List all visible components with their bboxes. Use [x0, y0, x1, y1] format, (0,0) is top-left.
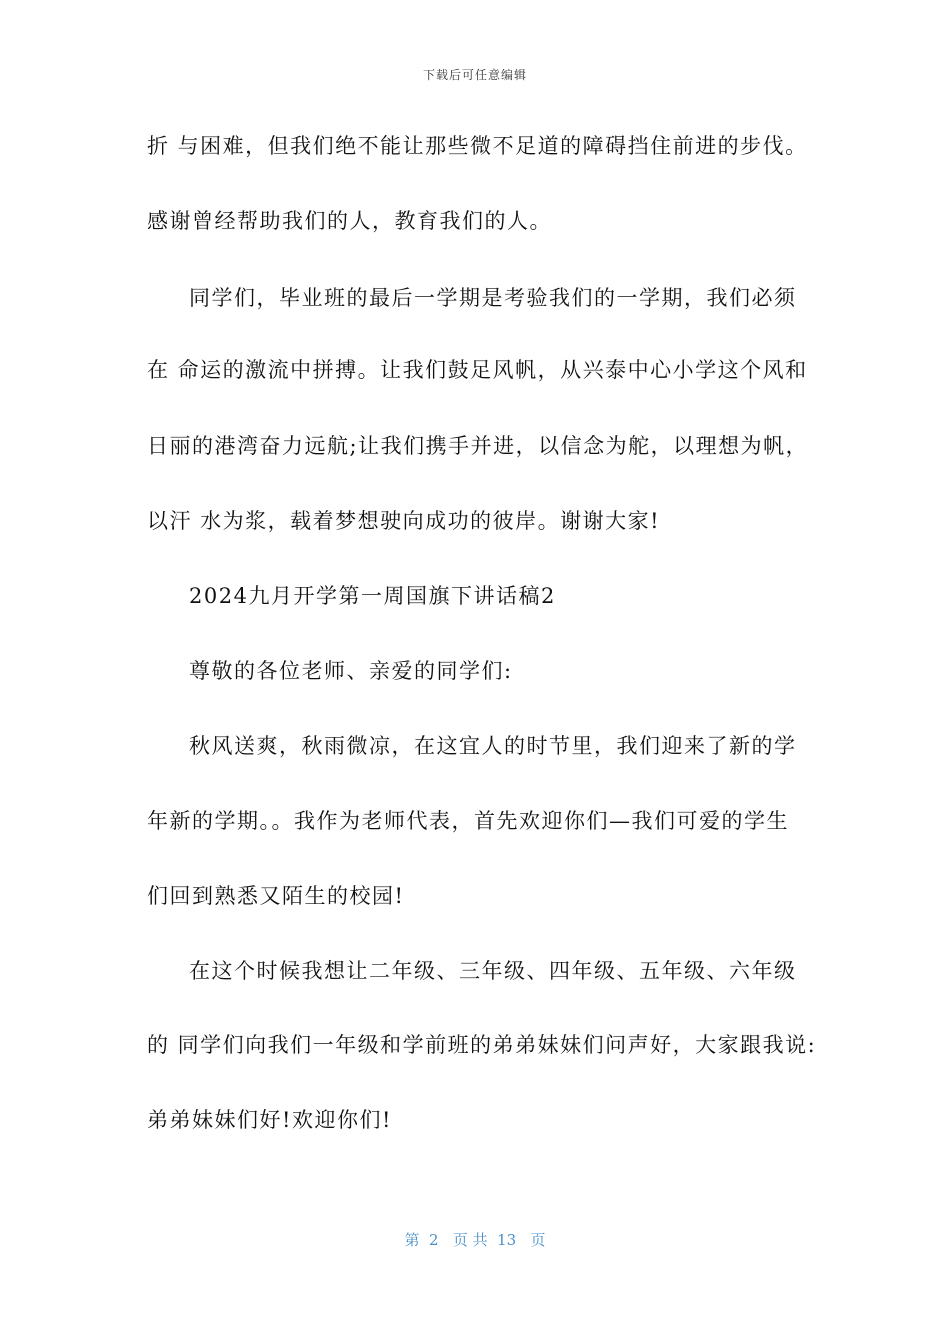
page-footer: 第 2 页 共 13 页: [404, 1231, 546, 1249]
body-line: 年新的学期。。我作为老师代表，首先欢迎你们—我们可爱的学生: [147, 809, 789, 833]
body-line: 同学们，毕业班的最后一学期是考验我们的一学期，我们必须: [189, 286, 797, 310]
body-line: 在 命运的激流中拼搏。让我们鼓足风帆，从兴泰中心小学这个风和: [147, 358, 808, 382]
body-line: 日丽的港湾奋力远航;让我们携手并进，以信念为舵，以理想为帆，: [147, 434, 809, 458]
body-line: 弟弟妹妹们好!欢迎你们!: [147, 1108, 392, 1132]
body-line: 感谢曾经帮助我们的人，教育我们的人。: [147, 209, 552, 233]
section-title: 2024九月开学第一周国旗下讲话稿2: [189, 584, 556, 608]
salutation: 尊敬的各位老师、亲爱的同学们:: [189, 659, 513, 683]
body-line: 在这个时候我想让二年级、三年级、四年级、五年级、六年级: [189, 959, 797, 983]
body-line: 们回到熟悉又陌生的校园!: [147, 884, 405, 908]
body-line: 折 与困难，但我们绝不能让那些微不足道的障碍挡住前进的步伐。: [147, 134, 808, 158]
page-header: 下载后可任意编辑: [422, 68, 527, 82]
body-line: 的 同学们向我们一年级和学前班的弟弟妹妹们问声好，大家跟我说:: [147, 1033, 817, 1057]
body-line: 以汗 水为浆，载着梦想驶向成功的彼岸。谢谢大家!: [147, 509, 661, 533]
body-line: 秋风送爽，秋雨微凉，在这宜人的时节里，我们迎来了新的学: [189, 734, 797, 758]
